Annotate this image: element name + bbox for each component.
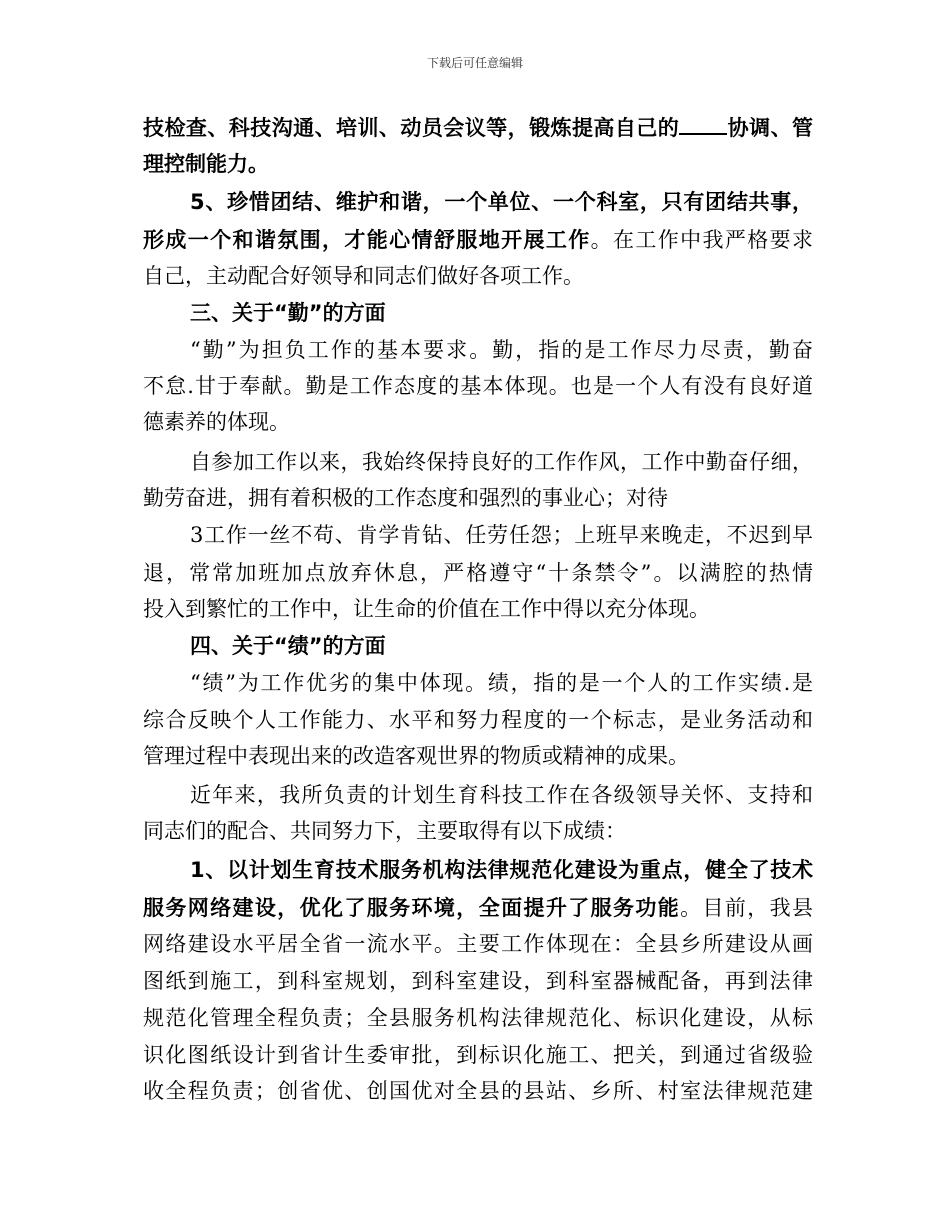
text-line: 德素养的体现。: [143, 410, 290, 434]
text-line: 收全程负责；创省优、创国优对全县的县站、乡所、村室法律规范建: [143, 1079, 813, 1103]
text-line: 投入到繁忙的工作中，让生命的价值在工作中得以充分体现。: [143, 597, 710, 621]
text-line: [143, 115, 813, 141]
section-heading: 三、关于“勤”的方面: [190, 301, 386, 325]
text-line: 图纸到施工，到科室规划，到科室建设，到科室器械配备，再到法律: [143, 969, 813, 993]
text-line: 不怠.甘于奉献。勤是工作态度的基本体现。也是一个人有没有良好道: [143, 374, 813, 398]
text-line: “勤”为担负工作的基本要求。勤，指的是工作尽力尽责，勤奋: [190, 338, 813, 362]
text-line: 综合反映个人工作能力、水平和努力程度的一个标志，是业务活动和: [143, 708, 813, 732]
text-line: 勤劳奋进，拥有着积极的工作态度和强烈的事业心；对待: [143, 486, 668, 510]
text-line: 同志们的配合、共同努力下，主要取得有以下成绩：: [143, 819, 626, 843]
text-line: 规范化管理全程负责；全县服务机构法律规范化、标识化建设，从标: [143, 1006, 813, 1030]
text-line: 识化图纸设计到省计生委审批，到标识化施工、把关，到通过省级验: [143, 1043, 813, 1067]
text-segment: 形成一个和谐氛围，才能心情舒服地开展工作: [143, 228, 591, 252]
text-line: 管理过程中表现出来的改造客观世界的物质或精神的成果。: [143, 744, 689, 768]
text-segment: 协调、管: [727, 116, 814, 140]
text-segment: 技检查、科技沟通、培训、动员会议等，锻炼提高自己的: [143, 116, 680, 140]
text-line: 5、珍惜团结、维护和谐，一个单位、一个科室，只有团结共事，: [190, 190, 813, 214]
text-line: 自参加工作以来，我始终保持良好的工作作风，工作中勤奋仔细，: [190, 450, 813, 474]
text-segment: 。目前，我县: [680, 896, 814, 920]
text-line: 理控制能力。: [143, 152, 269, 176]
section-heading: 四、关于“绩”的方面: [190, 634, 386, 658]
text-line: 3工作一丝不苟、肯学肯钻、任劳任怨；上班早来晚走，不迟到早: [190, 523, 813, 547]
text-line: [143, 895, 813, 921]
text-line: 1、以计划生育技术服务机构法律规范化建设为重点，健全了技术: [190, 858, 813, 882]
text-line: 网络建设水平居全省一流水平。主要工作体现在：全县乡所建设从画: [143, 932, 813, 956]
text-segment: 。在工作中我严格要求: [590, 228, 814, 252]
text-line: “绩”为工作优劣的集中体现。绩，指的是一个人的工作实绩.是: [190, 671, 813, 695]
text-segment: 服务网络建设，优化了服务环境，全面提升了服务功能: [143, 896, 681, 920]
text-line: 自己，主动配合好领导和同志们做好各项工作。: [143, 264, 584, 288]
page-header: 下载后可任意编辑: [426, 56, 523, 70]
blank-underline: [679, 115, 727, 135]
text-line: [143, 227, 813, 253]
text-line: 近年来，我所负责的计划生育科技工作在各级领导关怀、支持和: [190, 783, 813, 807]
text-line: 退，常常加班加点放弃休息，严格遵守“十条禁令”。以满腔的热情: [143, 561, 813, 585]
